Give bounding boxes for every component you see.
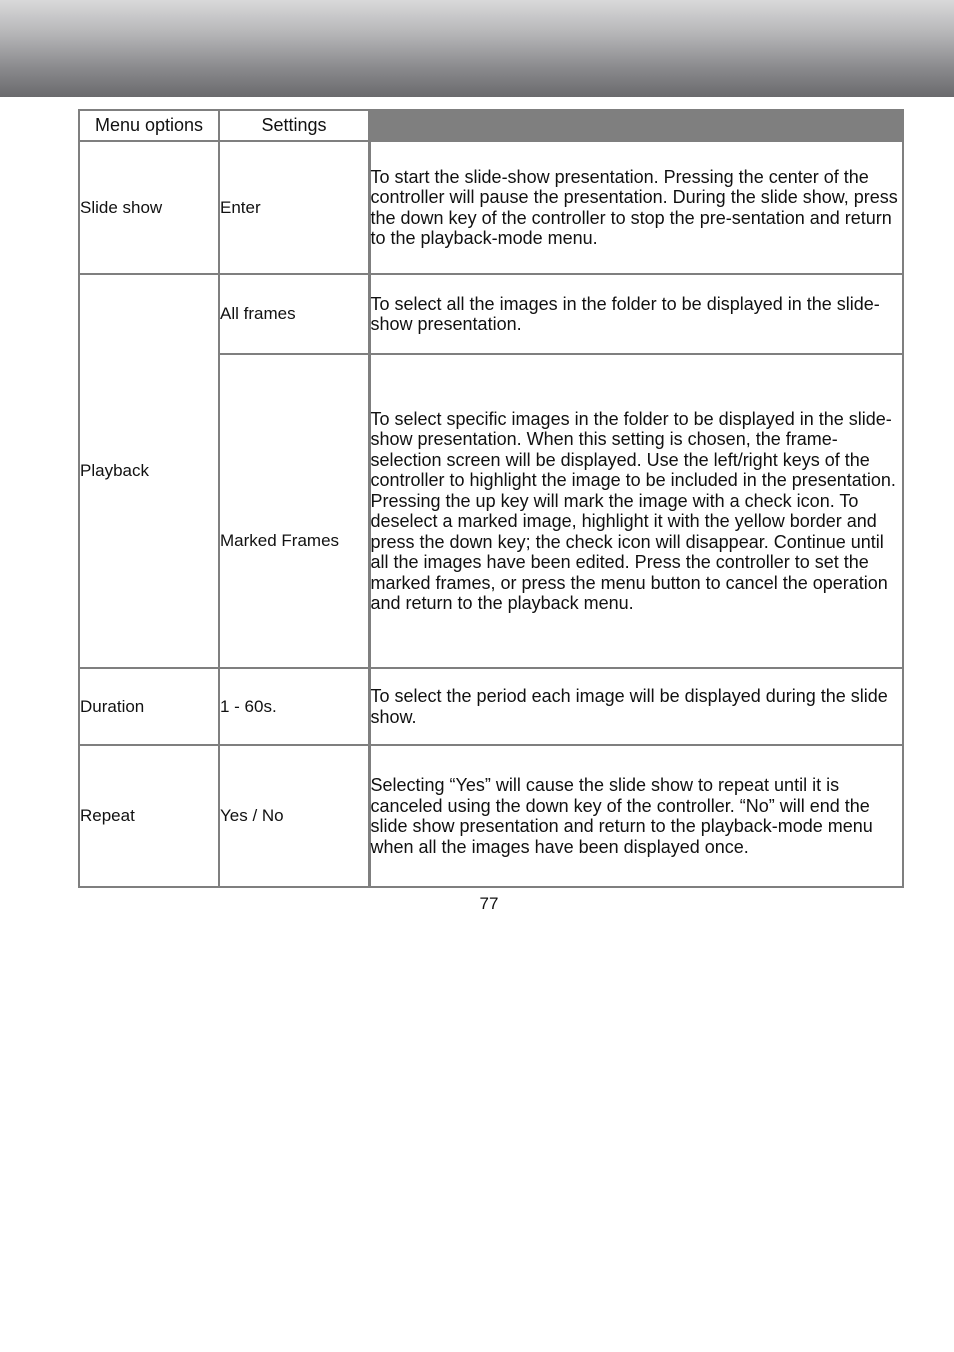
option-repeat: Repeat — [79, 745, 219, 887]
page-number: 77 — [479, 894, 499, 913]
description-marked-frames: To select specific images in the folder to be displayed in the slide-show presentation. When this setting is chosen, the frame-selection screen will be displayed. Use the left/right keys of the controller to highlight the image to be included in the presentation. Pressing the up key will mark the image with a check icon. To deselect a marked image, highlight it with the yellow border and press the down key; the check icon will disappear. Continue until all the images have been edited. Press the controller to set the marked frames, or press the menu button to cancel the operation and return to the playback menu. — [369, 354, 903, 668]
setting-duration-range: 1 - 60s. — [219, 668, 369, 745]
description-slide-show: To start the slide-show presentation. Pressing the center of the controller will pause the presentation. During the slide show, press the down key of the controller to stop the pre-sentation and return to the playback-mode menu. — [369, 141, 903, 274]
setting-enter: Enter — [219, 141, 369, 274]
table-header-row — [79, 110, 903, 141]
header-settings: Settings — [219, 110, 369, 141]
table-row-duration — [79, 668, 903, 745]
setting-marked-frames: Marked Frames — [219, 354, 369, 668]
option-playback: Playback — [79, 274, 219, 668]
header-description-blank — [369, 110, 903, 141]
header-menu-options: Menu options — [79, 110, 219, 141]
setting-yes-no: Yes / No — [219, 745, 369, 887]
setting-all-frames: All frames — [219, 274, 369, 354]
description-duration: To select the period each image will be displayed during the slide show. — [369, 668, 903, 745]
table-row-repeat — [79, 745, 903, 887]
description-repeat: Selecting “Yes” will cause the slide show to repeat until it is canceled using the down key of the controller. “No” will end the slide show presentation and return to the playback-mode menu when all the images have been displayed once. — [369, 745, 903, 887]
table-row-playback-all-frames — [79, 274, 903, 354]
menu-options-table — [78, 109, 904, 888]
option-slide-show: Slide show — [79, 141, 219, 274]
description-all-frames: To select all the images in the folder to be displayed in the slide-show presentation. — [369, 274, 903, 354]
option-duration: Duration — [79, 668, 219, 745]
table-row-slide-show — [79, 141, 903, 274]
header-banner — [0, 0, 954, 97]
